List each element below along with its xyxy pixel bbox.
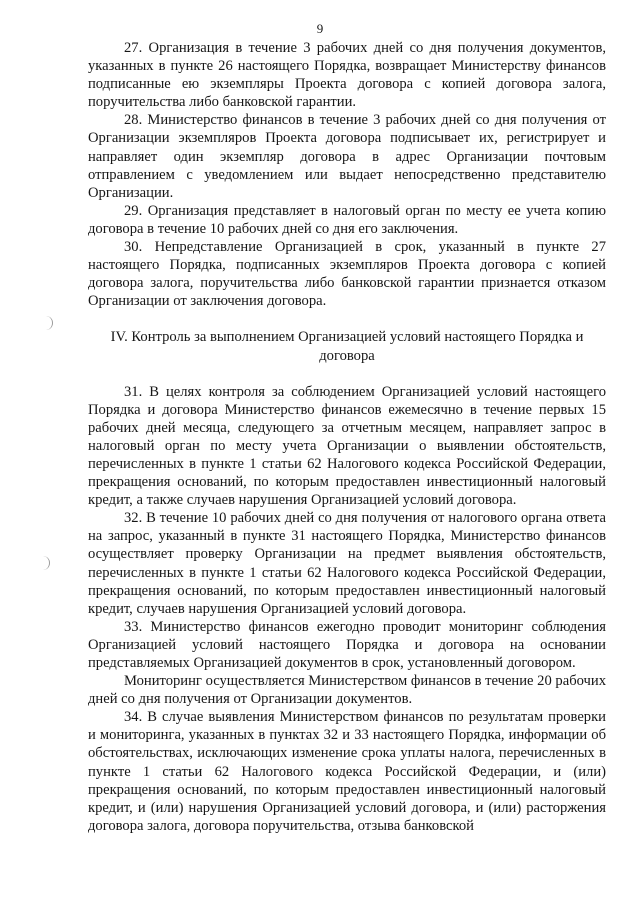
document-body	[88, 39, 606, 835]
paragraph-34: 34. В случае выявления Министерством финансов по результатам проверки и мониторинга, указанных в пунктах 32 и 33 настоящего Порядка, информации об обстоятельствах, исключающих изменение срока уплаты налога, перечисленных в пункте 1 статьи 62 Налогового кодекса Российской Федерации, и (или) прекращения оснований, по которым предоставлен инвестиционный налоговый кредит, и (или) нарушения Организацией условий договора, и (или) расторжения договора залога, договора поручительства, отзыва банковской	[88, 709, 606, 834]
paragraph-28: 28. Министерство финансов в течение 3 рабочих дней со дня получения от Организации экземпляров Проекта договора подписывает их, регистрирует и направляет один экземпляр договора в адрес Организации почтовым отправлением с уведомлением или выдает непосредственно представителю Организации.	[88, 112, 606, 201]
section-heading: IV. Контроль за выполнением Организацией условий настоящего Порядка и договора	[110, 329, 584, 364]
paragraph-33-monitoring: Мониторинг осуществляется Министерством финансов в течение 20 рабочих дней со дня получения от Организации документов.	[88, 673, 606, 708]
margin-punch-mark	[45, 316, 53, 330]
paragraph-31: 31. В целях контроля за соблюдением Организацией условий настоящего Порядка и договора Министерство финансов ежемесячно в течение первых 15 рабочих дней месяца, следующего за отчетным месяцем, направляет запрос в налоговый орган по месту учета Организации о выявлении обстоятельств, перечисленных в пункте 1 статьи 62 Налогового кодекса Российской Федерации, прекращения оснований, по которым предоставлен инвестиционный налоговый кредит, а также случаев нарушения Организацией условий договора.	[88, 383, 606, 509]
margin-punch-mark	[42, 556, 50, 570]
paragraph-33: 33. Министерство финансов ежегодно проводит мониторинг соблюдения Организацией условий настоящего Порядка и договора на основании представляемых Организацией документов в срок, установленный договором.	[88, 618, 606, 671]
page-number: 9	[316, 21, 324, 36]
paragraph-27: 27. Организация в течение 3 рабочих дней со дня получения документов, указанных в пункте 26 настоящего Порядка, возвращает Министерству финансов подписанные ею экземпляры Проекта договора с копией договора залога, поручительства либо банковской гарантии.	[88, 40, 606, 111]
paragraph-29: 29. Организация представляет в налоговый орган по месту ее учета копию договора в течение 10 рабочих дней со дня его заключения.	[88, 202, 606, 237]
paragraph-32: 32. В течение 10 рабочих дней со дня получения от налогового органа ответа на запрос, указанный в пункте 31 настоящего Порядка, Министерство финансов осуществляет проверку Организации на предмет выявления обстоятельств, перечисленных в пункте 1 статьи 62 Налогового кодекса Российской Федерации, прекращения оснований, по которым предоставлен инвестиционный налоговый кредит, случаев нарушения Организацией условий договора.	[88, 510, 606, 617]
paragraph-30: 30. Непредставление Организацией в срок, указанный в пункте 27 настоящего Порядка, подписанных экземпляров Проекта договора с копией договора залога, поручительства либо банковской гарантии признается отказом Организации от заключения договора.	[88, 239, 606, 310]
